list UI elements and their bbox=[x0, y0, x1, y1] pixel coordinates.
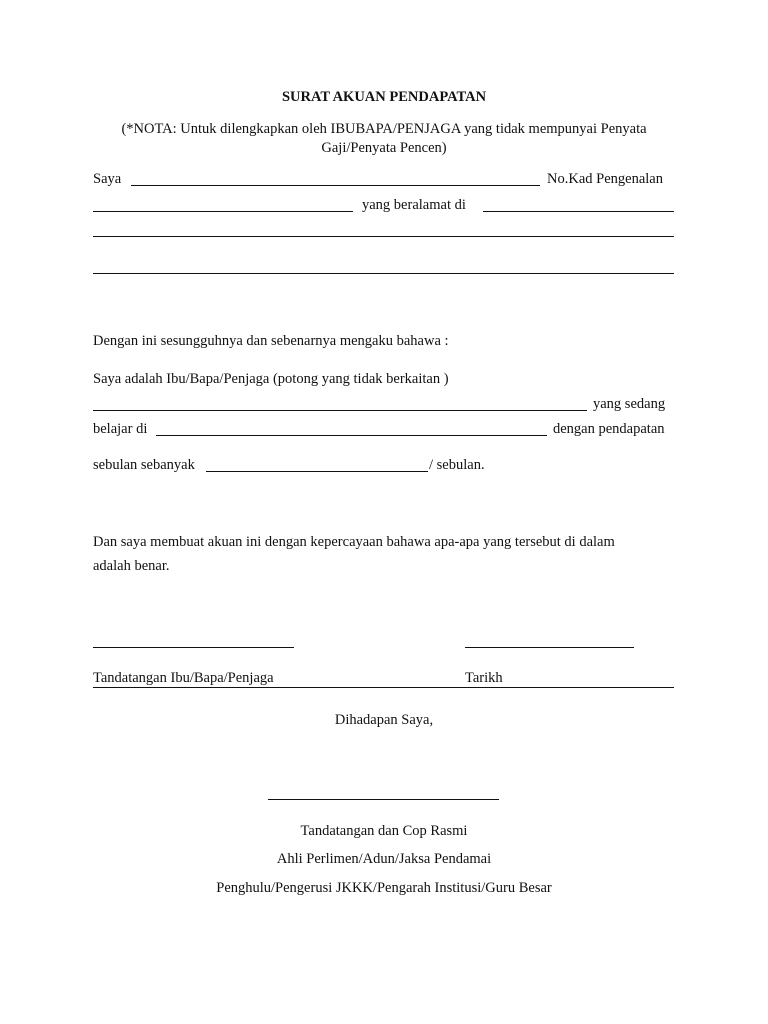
section-divider bbox=[93, 687, 674, 688]
date-label: Tarikh bbox=[465, 670, 503, 686]
monthly-label: sebulan sebanyak bbox=[93, 457, 195, 473]
witness-intro: Dihadapan Saya, bbox=[334, 712, 434, 728]
address-label: yang beralamat di bbox=[362, 197, 466, 213]
note-line-1: (*NOTA: Untuk dilengkapkan oleh IBUBAPA/PENJAGA yang tidak mempunyai Penyata bbox=[121, 121, 647, 137]
per-month-label: / sebulan. bbox=[429, 457, 485, 473]
ic-field-line[interactable] bbox=[93, 211, 353, 212]
institution-field-line[interactable] bbox=[156, 435, 547, 436]
address-field-line-1[interactable] bbox=[483, 211, 674, 212]
witness-role-1: Ahli Perlimen/Adun/Jaksa Pendamai bbox=[276, 851, 492, 867]
closing-line-2: adalah benar. bbox=[93, 558, 170, 574]
declaration-text: Dengan ini sesungguhnya dan sebenarnya mengaku bahawa : bbox=[93, 333, 449, 349]
child-name-field-line[interactable] bbox=[93, 410, 587, 411]
parent-statement: Saya adalah Ibu/Bapa/Penjaga (potong yang tidak berkaitan ) bbox=[93, 371, 449, 387]
studying-label: yang sedang bbox=[593, 396, 666, 412]
ic-label: No.Kad Pengenalan bbox=[547, 171, 663, 187]
form-title: SURAT AKUAN PENDAPATAN bbox=[281, 89, 487, 105]
date-field-line[interactable] bbox=[465, 647, 634, 648]
parent-signature-line[interactable] bbox=[93, 647, 294, 648]
income-label: dengan pendapatan bbox=[553, 421, 665, 437]
witness-signature-line[interactable] bbox=[268, 799, 499, 800]
address-field-line-2[interactable] bbox=[93, 236, 674, 237]
income-amount-field-line[interactable] bbox=[206, 471, 428, 472]
address-field-line-3[interactable] bbox=[93, 273, 674, 274]
witness-sign-label: Tandatangan dan Cop Rasmi bbox=[300, 823, 468, 839]
saya-label: Saya bbox=[93, 171, 122, 187]
name-field-line[interactable] bbox=[131, 185, 540, 186]
witness-role-2: Penghulu/Pengerusi JKKK/Pengarah Institusi/Guru Besar bbox=[216, 880, 552, 896]
closing-line-1: Dan saya membuat akuan ini dengan kepercayaan bahawa apa-apa yang tersebut di dalam bbox=[93, 534, 615, 550]
note-line-2: Gaji/Penyata Pencen) bbox=[321, 140, 447, 156]
belajar-label: belajar di bbox=[93, 421, 148, 437]
parent-signature-label: Tandatangan Ibu/Bapa/Penjaga bbox=[93, 670, 274, 686]
